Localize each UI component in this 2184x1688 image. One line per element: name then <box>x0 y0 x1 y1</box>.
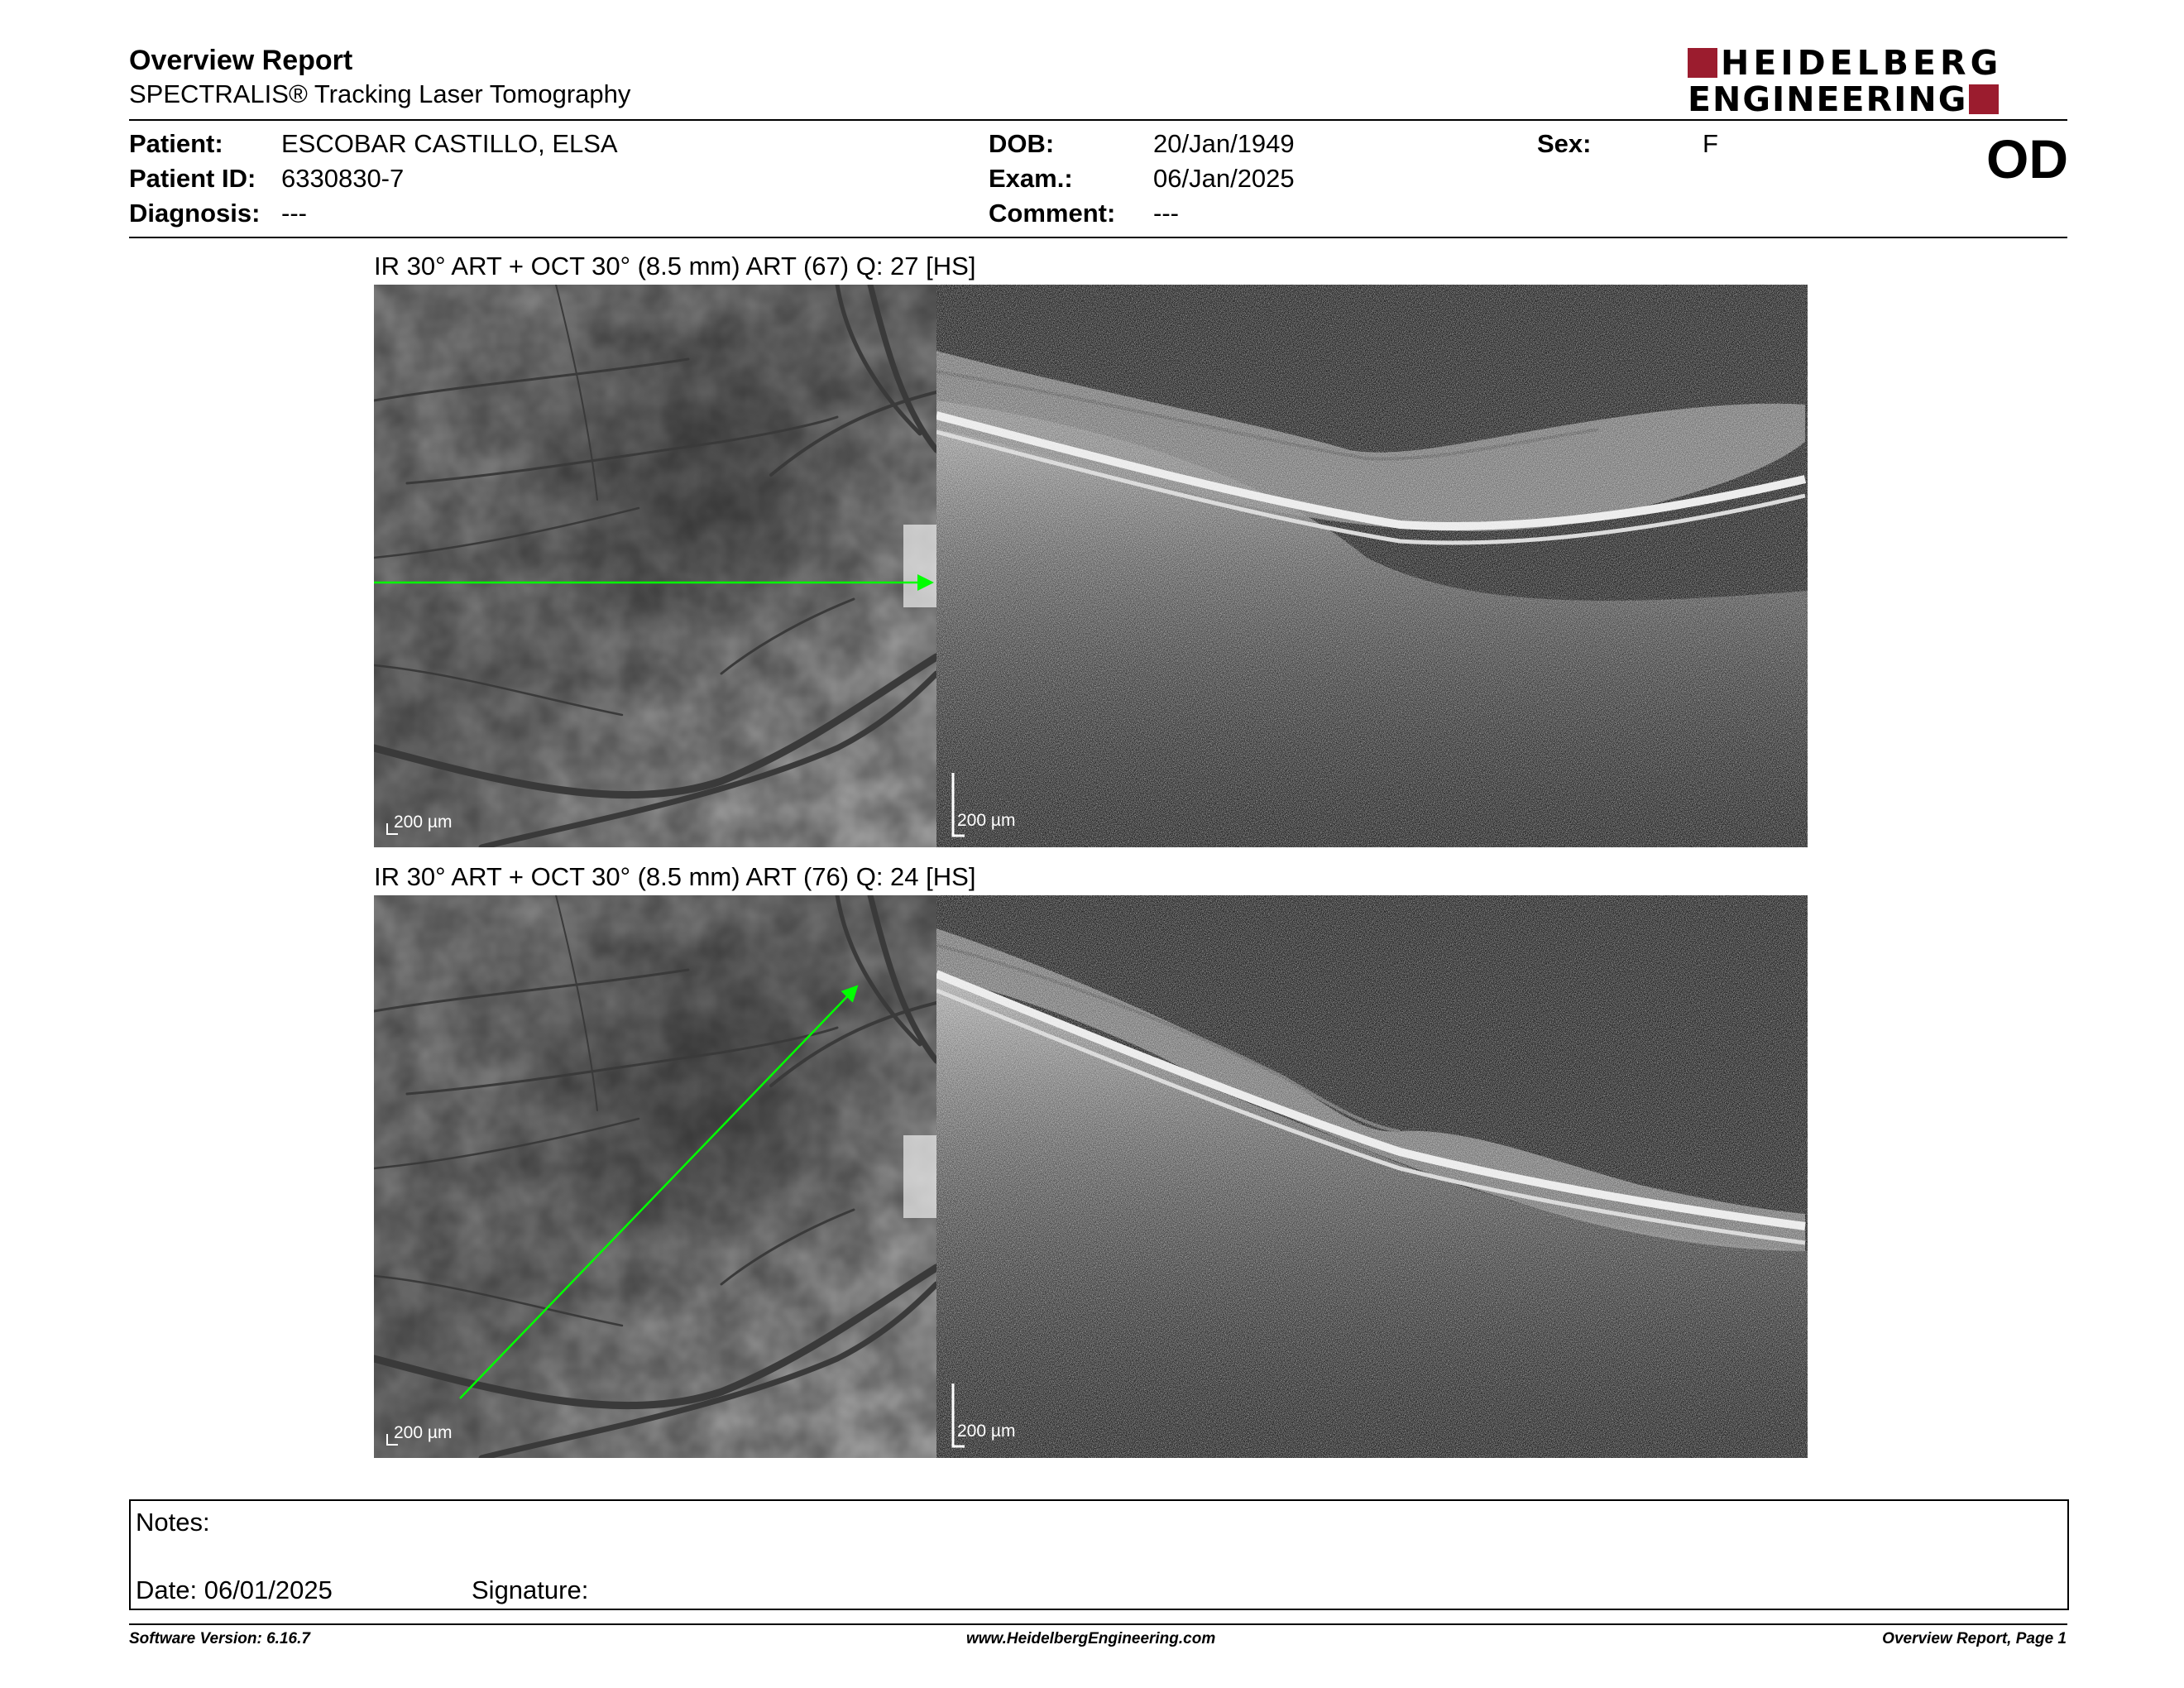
notes-box <box>129 1499 2069 1610</box>
scan-1-title: IR 30° ART + OCT 30° (8.5 mm) ART (67) Q: 27 [HS] <box>374 252 976 281</box>
sex-label: Sex: <box>1537 129 1592 158</box>
patient-label: Patient: <box>129 129 223 158</box>
exam-label: Exam.: <box>989 164 1073 193</box>
patient-id: 6330830-7 <box>281 164 405 193</box>
footer-rule <box>129 1623 2067 1625</box>
dob-value: 20/Jan/1949 <box>1153 129 1295 158</box>
comment-label: Comment: <box>989 199 1116 228</box>
scan-1-fundus-image[interactable] <box>374 285 936 847</box>
diagnosis-value: --- <box>281 199 307 228</box>
header-rule <box>129 119 2067 121</box>
software-version: Software Version: 6.16.7 <box>129 1630 310 1647</box>
notes-label: Notes: <box>136 1508 210 1537</box>
report-subtitle: SPECTRALIS® Tracking Laser Tomography <box>129 79 631 108</box>
date-label: Date: 06/01/2025 <box>136 1575 333 1604</box>
scan-1-fundus-scale: 200 µm <box>394 813 453 832</box>
comment-value: --- <box>1153 199 1179 228</box>
scan-2-oct-scale: 200 µm <box>957 1422 1016 1441</box>
logo-line-1: HEIDELBERG <box>1721 43 2003 83</box>
scan-1-oct-image[interactable] <box>936 285 1808 847</box>
info-rule <box>129 237 2067 238</box>
patient-id-label: Patient ID: <box>129 164 256 193</box>
sex-value: F <box>1703 129 1718 158</box>
eye-indicator: OD <box>1986 128 2068 189</box>
dob-label: DOB: <box>989 129 1055 158</box>
patient-name: ESCOBAR CASTILLO, ELSA <box>281 129 618 158</box>
diagnosis-label: Diagnosis: <box>129 199 261 228</box>
scan-1-oct-scale: 200 µm <box>957 811 1016 830</box>
logo-square-icon <box>1969 84 1999 114</box>
scan-2-fundus-image[interactable] <box>374 895 936 1458</box>
website-link[interactable]: www.HeidelbergEngineering.com <box>966 1630 1216 1647</box>
signature-label: Signature: <box>472 1575 589 1604</box>
scan-2-oct-image[interactable] <box>936 895 1808 1458</box>
heidelberg-logo <box>1688 45 2068 117</box>
scan-2-fundus-scale: 200 µm <box>394 1423 453 1442</box>
scan-2-panel <box>374 895 1808 1458</box>
page-indicator: Overview Report, Page 1 <box>1882 1630 2067 1647</box>
exam-value: 06/Jan/2025 <box>1153 164 1295 193</box>
logo-square-icon <box>1688 48 1717 78</box>
logo-line-2: ENGINEERING <box>1688 79 1968 119</box>
scan-2-title: IR 30° ART + OCT 30° (8.5 mm) ART (76) Q: 24 [HS] <box>374 862 976 891</box>
report-title: Overview Report <box>129 45 353 76</box>
scan-1-panel <box>374 285 1808 847</box>
